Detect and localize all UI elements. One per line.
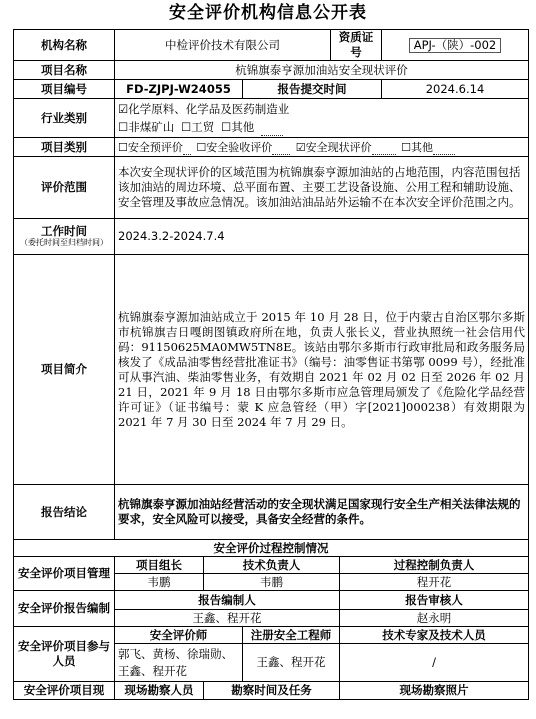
row-mgmt-head xyxy=(14,557,529,574)
process-header: 安全评价过程控制情况 xyxy=(14,540,529,557)
row-project-no xyxy=(14,80,529,99)
category-option-status[interactable]: ☑安全现状评价 xyxy=(295,140,372,154)
info-table xyxy=(13,29,529,700)
report-col-reviewer: 报告审核人 xyxy=(340,591,529,610)
project-no-label: 项目编号 xyxy=(14,80,115,99)
mgmt-tech: 韦鹏 xyxy=(204,574,340,591)
category-option-acceptance[interactable]: ☐安全验收评价 xyxy=(196,140,273,154)
project-name-label: 项目名称 xyxy=(14,61,115,80)
survey-col-staff: 现场勘察人员 xyxy=(115,682,204,700)
project-no-value: FD-ZJPJ-W24055 xyxy=(115,80,243,99)
mgmt-col-tech: 技术负责人 xyxy=(204,557,340,574)
work-time-label-cell xyxy=(14,219,115,255)
report-author: 王鑫、程开花 xyxy=(115,610,340,627)
intro-label: 项目简介 xyxy=(14,255,115,485)
report-reviewer: 赵永明 xyxy=(340,610,529,627)
category-option-pre[interactable]: ☐安全预评价 xyxy=(118,140,183,154)
other-fill-line xyxy=(261,125,283,136)
category-options xyxy=(115,138,529,157)
report-time-label: 报告提交时间 xyxy=(243,80,382,99)
cert-cell xyxy=(382,30,529,61)
category-label: 项目类别 xyxy=(14,138,115,157)
staff-col-assessor: 安全评价师 xyxy=(115,627,243,644)
intro-value: 杭锦旗泰亨源加油站成立于 2015 年 10 月 28 日，位于内蒙古自治区鄂尔多斯市杭锦旗吉日嘎朗图镇政府所在地，负责人张长义，营业执照统一社会信用代码：91150625MA0MW5TN8E。该站由鄂尔多斯市行政审批局和政务服务局核发了《成品油零售经营批准证书》（编号：油零售证书第鄂 0099 号），经批准可从事汽油、柴油零售业务，有效期自 2021 年 02 月 02 日至 2026 年 02 月 21 日，2021 年 9 月 18 日由鄂尔多斯市应急管理局颁发了《危险化学品经营许可证》（证书编号：蒙 K 应急管经（甲）字[2021]000238）有效期限为 2021 年 7 月 30 日至 2024 年 7 月 29 日。 xyxy=(115,255,529,485)
row-project-name xyxy=(14,61,529,80)
dots-1 xyxy=(183,144,191,155)
conclusion-value: 杭锦旗泰亨源加油站经营活动的安全现状满足国家现行安全生产相关法律法规的要求，安全风险可以接受，具备安全经营的条件。 xyxy=(115,485,529,540)
project-name-value: 杭锦旗泰亨源加油站安全现状评价 xyxy=(115,61,529,80)
report-time-value: 2024.6.14 xyxy=(382,80,529,99)
row-industry xyxy=(14,99,529,138)
survey-col-time: 勘察时间及任务 xyxy=(204,682,340,700)
staff-label: 安全评价项目参与人员 xyxy=(14,627,115,682)
work-time-label: 工作时间 xyxy=(41,224,87,238)
row-category xyxy=(14,138,529,157)
industry-options xyxy=(115,99,529,138)
mgmt-col-leader: 项目组长 xyxy=(115,557,204,574)
row-staff-head xyxy=(14,627,529,644)
work-time-note: （委托时间至归档时间） xyxy=(20,238,108,247)
page-title: 安全评价机构信息公开表 xyxy=(169,3,367,23)
industry-option-chemical[interactable]: ☑化学原料、化学品及医药制造业 xyxy=(118,102,290,116)
survey-col-photo: 现场勘察照片 xyxy=(340,682,529,700)
report-label: 安全评价报告编制 xyxy=(14,591,115,627)
staff-experts: / xyxy=(340,644,529,682)
mgmt-process: 程开花 xyxy=(340,574,529,591)
category-option-other[interactable]: ☐其他 xyxy=(401,140,433,154)
row-scope xyxy=(14,157,529,219)
industry-label: 行业类别 xyxy=(14,99,115,138)
staff-engineers: 王鑫、程开花 xyxy=(243,644,340,682)
row-intro xyxy=(14,255,529,485)
staff-col-expert: 技术专家及技术人员 xyxy=(340,627,529,644)
dots-3 xyxy=(372,144,396,155)
row-report-head xyxy=(14,591,529,610)
staff-assessors: 郭飞、黄杨、徐瑞勋、王鑫、程开花 xyxy=(115,644,243,682)
cert-value: APJ-（陕）-002 xyxy=(409,38,502,53)
industry-option-other[interactable]: ☐其他 xyxy=(220,120,255,134)
survey-label: 安全评价项目现 xyxy=(14,682,115,700)
conclusion-label: 报告结论 xyxy=(14,485,115,540)
row-org xyxy=(14,30,529,61)
report-col-author: 报告编制人 xyxy=(115,591,340,610)
mgmt-leader: 韦鹏 xyxy=(115,574,204,591)
work-time-value: 2024.3.2-2024.7.4 xyxy=(115,219,529,255)
scope-value: 本次安全现状评价的区域范围为杭锦旗泰亨源加油站的占地范围，内容范围包括该加油站的周边环境、总平面布置、主要工艺设备设施、公用工程和辅助设施、安全管理及事故应急情况。该加油站油品站外运输不在本次安全评价范围之内。 xyxy=(115,157,529,219)
row-survey-head xyxy=(14,682,529,700)
cert-label: 资质证号 xyxy=(331,30,382,61)
row-work-time xyxy=(14,219,529,255)
industry-option-trade[interactable]: ☐工贸 xyxy=(180,120,215,134)
dots-2 xyxy=(272,144,290,155)
row-conclusion xyxy=(14,485,529,540)
mgmt-label: 安全评价项目管理 xyxy=(14,557,115,591)
org-value: 中检评价技术有限公司 xyxy=(115,30,331,61)
scope-label: 评价范围 xyxy=(14,157,115,219)
mgmt-col-process: 过程控制负责人 xyxy=(340,557,529,574)
staff-col-engineer: 注册安全工程师 xyxy=(243,627,340,644)
industry-option-nonmetal[interactable]: ☐非煤矿山 xyxy=(118,120,175,134)
dots-4 xyxy=(433,144,455,155)
org-label: 机构名称 xyxy=(14,30,115,61)
row-process-header xyxy=(14,540,529,557)
industry-option-row2 xyxy=(118,118,525,136)
